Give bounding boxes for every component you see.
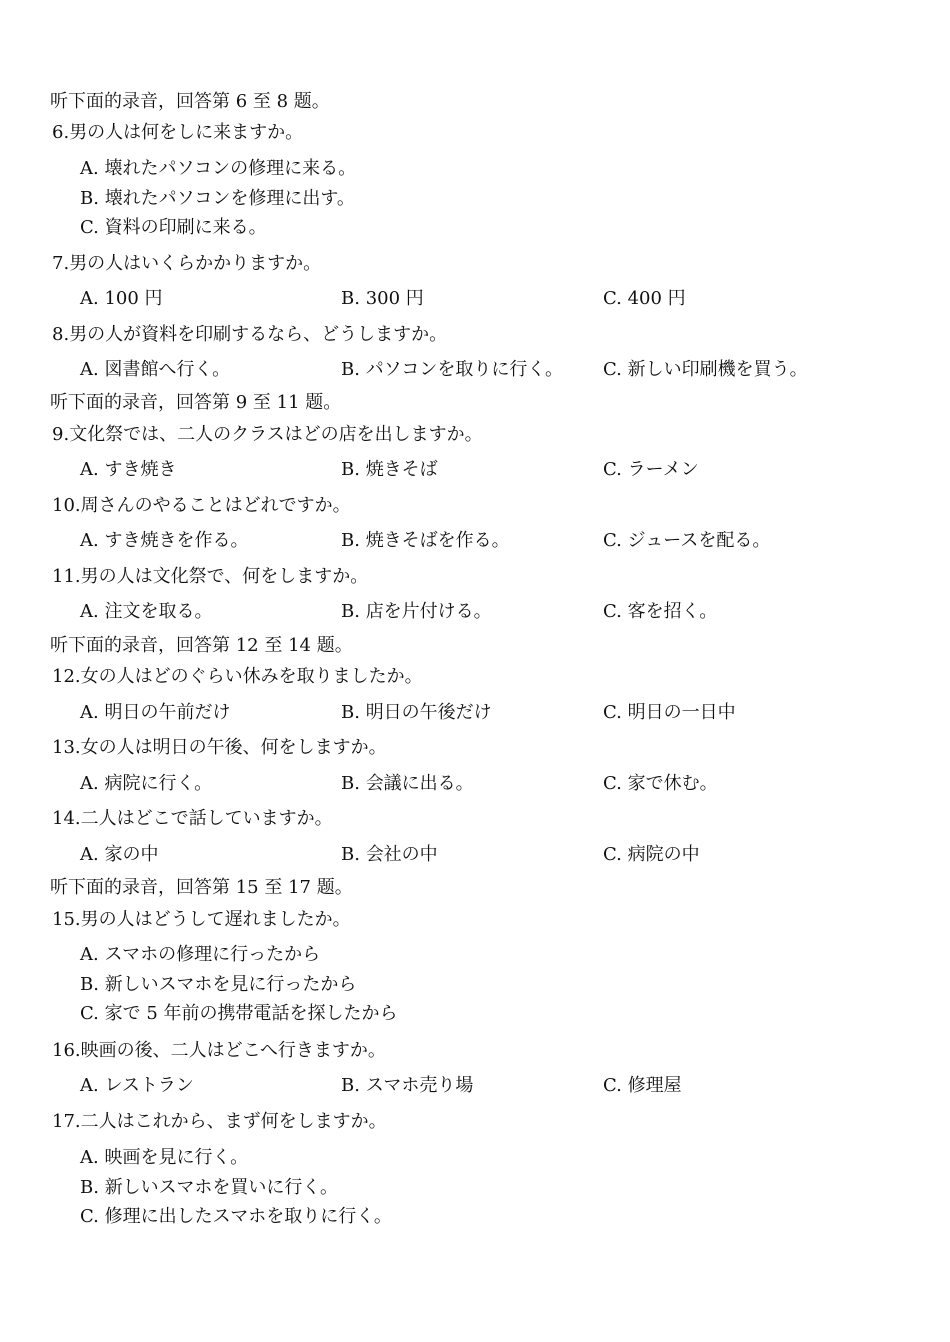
question-6: [52, 122, 303, 144]
option-text: ラーメン: [627, 459, 699, 480]
question-text: 二人はこれから、まず何をしますか。: [80, 1111, 387, 1132]
question-number: 13.: [52, 737, 81, 758]
option-text: すき焼きを作る。: [104, 530, 249, 551]
option-label: A.: [80, 459, 99, 480]
option-8a: [80, 359, 230, 381]
option-text: ジュースを配る。: [627, 530, 771, 551]
question-text: 男の人が資料を印刷するなら、どうしますか。: [69, 324, 448, 345]
option-label: A.: [80, 1075, 99, 1096]
question-text: 女の人は明日の午後、何をしますか。: [80, 737, 387, 758]
option-15a: [80, 944, 320, 966]
option-label: C.: [603, 702, 622, 723]
question-number: 12.: [52, 666, 81, 687]
option-label: C.: [603, 288, 622, 309]
question-number: 15.: [52, 909, 81, 930]
option-label: B.: [341, 288, 360, 309]
option-9b: [341, 459, 438, 481]
option-text: 家で休む。: [627, 773, 718, 794]
question-number: 14.: [52, 808, 81, 829]
option-15b: [80, 974, 356, 996]
option-text: パソコンを取りに行く。: [365, 359, 563, 380]
option-label: B.: [80, 1177, 99, 1198]
option-text: 修理屋: [627, 1075, 682, 1096]
option-text: 修理に出したスマホを取りに行く。: [104, 1206, 392, 1227]
option-text: 壊れたパソコンの修理に来る。: [104, 158, 357, 179]
option-6b: [80, 188, 355, 210]
option-text: 明日の午後だけ: [365, 702, 492, 723]
option-11a: [80, 601, 212, 623]
question-number: 8.: [52, 324, 70, 345]
option-13b: [341, 773, 474, 795]
option-label: B.: [341, 459, 360, 480]
option-text: スマホ売り場: [365, 1075, 474, 1096]
option-label: A.: [80, 1147, 99, 1168]
option-label: B.: [341, 844, 360, 865]
section-instruction: 听下面的录音，回答第 6 至 8 题。: [50, 91, 330, 112]
option-label: C.: [603, 601, 622, 622]
question-text: 映画の後、二人はどこへ行きますか。: [80, 1040, 386, 1061]
option-13a: [80, 773, 212, 795]
question-text: 女の人はどのぐらい休みを取りましたか。: [80, 666, 423, 687]
question-15: [52, 909, 351, 931]
option-9a: [80, 459, 176, 481]
section-instruction: 听下面的录音，回答第 15 至 17 题。: [50, 877, 353, 898]
option-12b: [341, 702, 492, 724]
option-label: B.: [341, 1075, 360, 1096]
question-text: 周さんのやることはどれですか。: [80, 495, 351, 516]
option-text: 300 円: [365, 288, 424, 309]
option-8c: [603, 359, 808, 381]
option-text: レストラン: [104, 1075, 194, 1096]
option-8b: [341, 359, 563, 381]
question-text: 男の人はいくらかかりますか。: [69, 253, 322, 274]
option-label: C.: [80, 1003, 99, 1024]
option-11b: [341, 601, 492, 623]
option-10b: [341, 530, 510, 552]
option-text: 焼きそば: [365, 459, 438, 480]
option-text: 映画を見に行く。: [104, 1147, 249, 1168]
option-text: 会議に出る。: [365, 773, 474, 794]
question-text: 男の人は文化祭で、何をしますか。: [80, 566, 369, 587]
option-label: A.: [80, 158, 99, 179]
option-label: B.: [80, 974, 99, 995]
option-label: C.: [603, 359, 622, 380]
option-text: 壊れたパソコンを修理に出す。: [104, 188, 355, 209]
option-text: 400 円: [627, 288, 686, 309]
option-text: 資料の印刷に来る。: [104, 217, 267, 238]
section-instruction: 听下面的录音，回答第 12 至 14 题。: [50, 635, 353, 656]
option-text: 店を片付ける。: [365, 601, 492, 622]
option-16a: [80, 1075, 194, 1097]
question-text: 文化祭では、二人のクラスはどの店を出しますか。: [69, 424, 483, 445]
question-number: 17.: [52, 1111, 81, 1132]
option-text: 会社の中: [365, 844, 438, 865]
option-text: 病院に行く。: [104, 773, 213, 794]
option-label: A.: [80, 288, 99, 309]
question-10: [52, 495, 351, 517]
option-text: 家で 5 年前の携帯電話を探したから: [104, 1003, 398, 1024]
option-17b: [80, 1177, 338, 1199]
option-label: C.: [603, 844, 622, 865]
option-label: B.: [341, 601, 360, 622]
option-label: A.: [80, 844, 99, 865]
option-text: 明日の一日中: [627, 702, 736, 723]
question-17: [52, 1111, 387, 1133]
question-number: 10.: [52, 495, 81, 516]
option-label: C.: [603, 1075, 622, 1096]
option-17a: [80, 1147, 248, 1169]
option-7c: [603, 288, 686, 310]
question-11: [52, 566, 368, 588]
option-14a: [80, 844, 158, 866]
option-11c: [603, 601, 717, 623]
option-label: C.: [603, 530, 622, 551]
question-16: [52, 1040, 386, 1062]
option-label: B.: [341, 530, 360, 551]
question-12: [52, 666, 423, 688]
option-label: C.: [603, 459, 622, 480]
option-text: 100 円: [104, 288, 163, 309]
question-number: 11.: [52, 566, 81, 587]
question-text: 男の人は何をしに来ますか。: [69, 122, 304, 143]
question-number: 7.: [52, 253, 70, 274]
option-text: 客を招く。: [627, 601, 718, 622]
section-instruction: 听下面的录音，回答第 9 至 11 题。: [50, 392, 342, 413]
option-7a: [80, 288, 163, 310]
option-15c: [80, 1003, 398, 1025]
option-6c: [80, 217, 267, 239]
option-label: C.: [80, 1206, 99, 1227]
option-12c: [603, 702, 736, 724]
question-number: 16.: [52, 1040, 81, 1061]
option-text: 新しいスマホを買いに行く。: [104, 1177, 338, 1198]
option-6a: [80, 158, 356, 180]
option-label: B.: [341, 773, 360, 794]
option-label: A.: [80, 530, 99, 551]
option-text: 家の中: [104, 844, 159, 865]
option-label: B.: [341, 359, 360, 380]
option-label: A.: [80, 944, 99, 965]
question-text: 男の人はどうして遅れましたか。: [80, 909, 351, 930]
question-14: [52, 808, 333, 830]
option-label: C.: [80, 217, 99, 238]
question-8: [52, 324, 447, 346]
option-10a: [80, 530, 248, 552]
option-label: A.: [80, 601, 99, 622]
option-10c: [603, 530, 770, 552]
option-text: 病院の中: [627, 844, 700, 865]
option-label: A.: [80, 702, 99, 723]
option-16c: [603, 1075, 682, 1097]
option-label: A.: [80, 359, 99, 380]
option-text: 新しい印刷機を買う。: [627, 359, 808, 380]
option-text: 明日の午前だけ: [104, 702, 231, 723]
option-7b: [341, 288, 424, 310]
option-14c: [603, 844, 700, 866]
option-16b: [341, 1075, 473, 1097]
option-17c: [80, 1206, 392, 1228]
option-12a: [80, 702, 230, 724]
question-7: [52, 253, 321, 275]
option-label: C.: [603, 773, 622, 794]
option-14b: [341, 844, 438, 866]
option-text: 注文を取る。: [104, 601, 213, 622]
option-text: 図書館へ行く。: [104, 359, 231, 380]
question-number: 9.: [52, 424, 70, 445]
question-13: [52, 737, 387, 759]
question-9: [52, 424, 483, 446]
option-label: A.: [80, 773, 99, 794]
option-text: 新しいスマホを見に行ったから: [104, 974, 357, 995]
option-text: すき焼き: [104, 459, 177, 480]
option-text: スマホの修理に行ったから: [104, 944, 321, 965]
question-text: 二人はどこで話していますか。: [80, 808, 333, 829]
option-13c: [603, 773, 718, 795]
option-text: 焼きそばを作る。: [365, 530, 510, 551]
option-9c: [603, 459, 699, 481]
option-label: B.: [80, 188, 99, 209]
question-number: 6.: [52, 122, 70, 143]
option-label: B.: [341, 702, 360, 723]
